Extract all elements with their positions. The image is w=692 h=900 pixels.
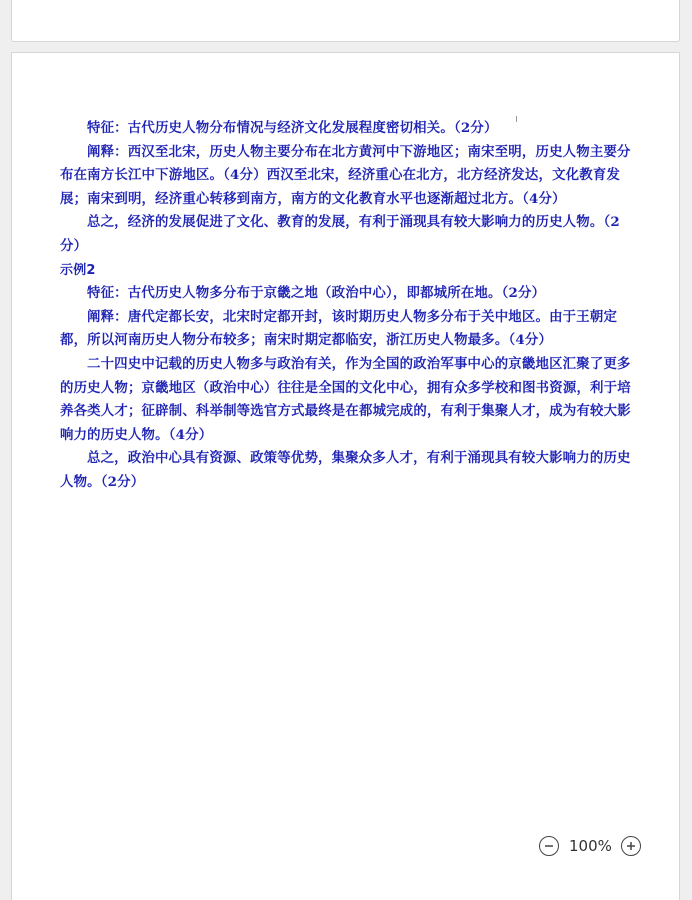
paragraph: 二十四史中记载的历史人物多与政治有关，作为全国的政治军事中心的京畿地区汇聚了更多的历史人物；京畿地区（政治中心）往往是全国的文化中心，拥有众多学校和图书资源，利于培养各类人才；征辟制、科举制等选官方式最终是在都城完成的，有利于集聚人才，成为有较大影响力的历史人物。（4分） [60, 355, 631, 443]
zoom-out-button[interactable] [539, 836, 559, 856]
paragraph: 总之，政治中心具有资源、政策等优势，集聚众多人才，有利于涌现具有较大影响力的历史人物。（2分） [60, 450, 631, 490]
previous-page [11, 0, 680, 42]
paragraph: 阐释：唐代定都长安，北宋时定都开封，该时期历史人物多分布于关中地区。由于王朝定都，所以河南历史人物分布较多；南宋时期定都临安，浙江历史人物最多。（4分） [60, 308, 618, 349]
paragraph: 特征：古代历史人物分布情况与经济文化发展程度密切相关。（2分） [87, 120, 498, 136]
zoom-level: 100% [569, 837, 612, 855]
minus-circle-icon [544, 841, 554, 851]
document-page [11, 52, 680, 900]
zoom-control [539, 834, 641, 858]
paragraph: 总之，经济的发展促进了文化、教育的发展，有利于涌现具有较大影响力的历史人物。（2分） [60, 214, 620, 254]
paragraph: 阐释：西汉至北宋，历史人物主要分布在北方黄河中下游地区；南宋至明，历史人物主要分布在南方长江中下游地区。（4分）西汉至北宋，经济重心在北方，北方经济发达，文化教育发展；南宋到明，经济重心转移到南方，南方的文化教育水平也逐渐超过北方。（4分） [60, 143, 631, 207]
paragraph: 特征：古代历史人物多分布于京畿之地（政治中心），即都城所在地。（2分） [87, 285, 546, 302]
plus-circle-icon [626, 841, 636, 851]
zoom-in-button[interactable] [621, 836, 641, 856]
section-heading: 示例2 [60, 262, 96, 278]
page-content [60, 117, 640, 495]
